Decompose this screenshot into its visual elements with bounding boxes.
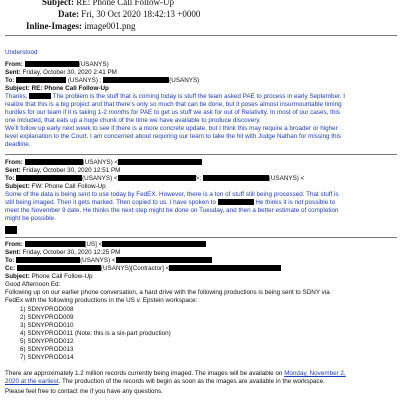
msg1-from-label: From:: [5, 61, 23, 68]
msg2-subject-value: FW: Phone Call Follow-Up: [31, 183, 106, 190]
msg1-para-line: deadline.: [5, 141, 31, 148]
msg2-subject-label: Subject:: [5, 183, 30, 190]
redaction-block: [118, 159, 202, 165]
redaction-block: [16, 175, 82, 181]
redaction-block: [25, 159, 83, 165]
header-divider: [5, 35, 397, 36]
redaction-block: [5, 226, 17, 234]
msg3-sent-row: [5, 249, 120, 257]
redaction-block: [118, 175, 196, 181]
header-subject-value: RE: Phone Call Follow-Up: [76, 0, 175, 7]
header-subject-row: [42, 0, 174, 7]
msg1-from-suffix: (USANYS): [78, 61, 109, 68]
msg2-sent-row: [5, 167, 120, 175]
msg3-text: . The production of the records will begin as soon as the images are available in the workspace.: [58, 378, 325, 385]
msg2-signature-row: [5, 226, 17, 236]
msg3-to-suffix: (USANYS) <: [80, 257, 116, 264]
msg2-para-line: might be possible.: [5, 215, 56, 222]
msg2-para-line: meet the November 9 date. He thinks the next step might be done on Tuesday, and then a better estimate of completion: [5, 207, 339, 214]
msg2-to-label: To:: [5, 175, 15, 182]
msg2-from-suffix: (USANYS) <: [82, 159, 119, 166]
production-list-item: 1) SDNYPROD008: [20, 306, 74, 313]
header-date-row: [58, 9, 200, 19]
msg1-sent-row: [5, 69, 117, 77]
msg3-cc-row: [5, 265, 281, 273]
msg3-from-row: [5, 241, 206, 249]
msg2-subject-row: [5, 183, 106, 191]
msg3-to-row: [5, 257, 212, 265]
msg1-text: Thanks,: [5, 93, 28, 100]
redaction-block: [103, 77, 169, 83]
msg2-to-mid: >;: [195, 175, 202, 182]
msg1-to-row: [5, 77, 199, 85]
msg1-para-line: level explanation to the Court. I am concerned about requiring our team to take the hit with Judge Nathan for missing this: [5, 133, 342, 140]
msg3-para-line: [5, 370, 346, 378]
msg2-para-line: Some of the data is being sent to use today by FedEX. However, there is a ton of stuff still being processed. That stuff is: [5, 191, 339, 198]
msg2-to-row: [5, 175, 304, 183]
msg1-sent-label: Sent:: [5, 69, 21, 76]
msg2-sent-label: Sent:: [5, 167, 21, 174]
msg1-para-line: [5, 93, 345, 101]
production-list-item: 7) SDNYPROD014: [20, 354, 74, 361]
redaction-block: [25, 61, 79, 67]
msg2-from-row: [5, 159, 202, 167]
msg3-para-line: [5, 378, 325, 386]
msg3-from-suffix: [US] <: [84, 241, 103, 248]
msg2-from-label: From:: [5, 159, 23, 166]
date-link[interactable]: 2020 at the earliest: [5, 378, 59, 385]
msg2-to-suffix: (USANYS) <: [82, 175, 118, 182]
msg3-to-label: To:: [5, 257, 15, 264]
production-list-item: 4) SDNYPROD011 (Note: this is a six-part production): [20, 330, 171, 337]
msg1-subject-row: [5, 85, 109, 93]
msg1-sent-value: Friday, October 30, 2020 2:41 PM: [22, 69, 117, 76]
msg1-to-label: To:: [5, 77, 15, 84]
header-images-value: image001.png: [84, 21, 136, 31]
header-subject-label: Subject:: [42, 0, 74, 7]
msg3-sent-value: Friday, October 30, 2020 12:25 PM: [22, 249, 121, 256]
production-list-item: 5) SDNYPROD012: [20, 338, 74, 345]
msg1-from-row: [5, 61, 109, 69]
reply-body: Understood: [5, 49, 38, 56]
redaction-block: [169, 265, 281, 271]
redaction-block: [25, 241, 85, 247]
production-list-item: 2) SDNYPROD009: [20, 314, 74, 321]
msg1-text: hurdles for our team if it is taking 1-2: [5, 109, 107, 116]
msg3-subject-label: Subject:: [5, 273, 30, 280]
msg1-text: The problem is the stuff that is coming today is stuff the team asked PAE to process in early September. I: [52, 93, 346, 100]
msg3-subject-value: Phone Call Follow-Up: [31, 273, 93, 280]
msg1-to-suffix: (USANYS): [169, 77, 200, 84]
header-images-label: Inline-Images:: [26, 21, 82, 31]
msg3-cc-label: Cc:: [5, 265, 16, 272]
redaction-block: [102, 241, 206, 247]
msg3-subject-row: [5, 273, 93, 281]
msg1-para-line: one included, that eats up a huge chunk of the time we have available to produce discovery.: [5, 117, 261, 124]
redaction-block: [218, 199, 254, 205]
msg1-para-line: [5, 109, 340, 117]
msg3-greeting: Good Afternoon Ed:: [5, 281, 61, 288]
redaction-block: [29, 93, 51, 99]
msg2-text: He thinks it is not possible to: [255, 199, 336, 206]
msg3-text: There are approximately 1.2 million records currently being imaged. The images will be available on: [5, 370, 283, 377]
msg2-sent-value: Friday, October 30, 2020 12:51 PM: [22, 167, 121, 174]
redaction-block: [17, 265, 101, 271]
msg1-subject-label: Subject:: [5, 85, 30, 92]
msg1-to-mid: (USANYS) ;: [67, 77, 102, 84]
header-date-value: Fri, 30 Oct 2020 18:42:13 +0000: [81, 9, 201, 19]
msg3-para-line: FedEx with the following productions in the US v. Epstein workspace:: [5, 297, 198, 304]
msg2-to-end: (USANYS) <: [268, 175, 305, 182]
msg1-subject-value: RE: Phone Call Follow-Up: [31, 85, 109, 92]
msg1-para-line: realize that this is a big project and that there’s only so much that can be done, but it poses almost insurmountable timing: [5, 101, 342, 108]
message-divider: [5, 154, 397, 155]
redaction-block: [203, 175, 269, 181]
production-list-item: 6) SDNYPROD013: [20, 346, 74, 353]
redaction-block: [16, 77, 66, 83]
msg1-emphasis: months: [108, 109, 130, 116]
redaction-block: [116, 257, 212, 263]
date-link[interactable]: Monday, November 2,: [284, 370, 346, 377]
redaction-block: [16, 257, 80, 263]
production-list-item: 3) SDNYPROD010: [20, 322, 74, 329]
msg2-text: still being imaged. Then it gets marked. Then copied to us. I have spoken to: [5, 199, 216, 206]
msg2-para-line: [5, 199, 335, 207]
msg3-para-line: Following up on our earlier phone conversation, a hard drive with the following productions is being sent to SDNY via: [5, 289, 330, 296]
msg1-para-line: We’ll follow up early next week to see if there is a more concrete update, but I think this may require a broader or higher: [5, 125, 338, 132]
message-divider: [5, 237, 397, 238]
msg3-from-label: From:: [5, 241, 23, 248]
msg3-sent-label: Sent:: [5, 249, 21, 256]
header-images-row: [26, 21, 136, 31]
msg1-text: for PAE to get us stuff we ask for out of Relativity. In most of our cases, this: [131, 109, 340, 116]
header-date-label: Date:: [58, 9, 79, 19]
msg3-cc-suffix: (USANYS)[Contractor] <: [100, 265, 170, 272]
msg3-para-line: Please feel free to contact me if you have any questions.: [5, 388, 163, 395]
